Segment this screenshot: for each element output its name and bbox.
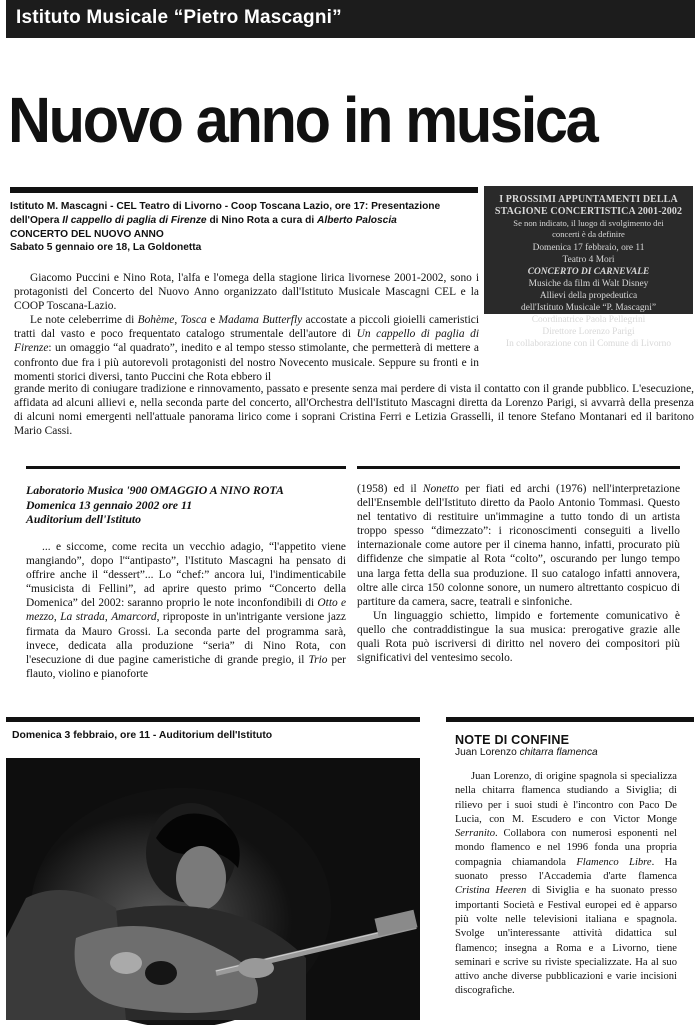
- event-concert: CONCERTO DEL NUOVO ANNO: [10, 228, 164, 240]
- note-title: NOTE DI CONFINE: [455, 733, 570, 747]
- intro-text: [14, 271, 479, 384]
- main-title: Nuovo anno in musica: [8, 84, 597, 156]
- rota-paragraph: Un linguaggio schietto, limpido e fortemente comunicativo è quello che contraddistingue la sua musica: prerogative grazie alle quali Rota può iscriversi di diritto nel novero dei compositori più significativi del ventesimo secolo.: [357, 609, 680, 665]
- note-body: [455, 770, 677, 999]
- rota-heading-line: Auditorium dell'Istituto: [26, 512, 142, 526]
- event-date: Sabato 5 gennaio ore 18, La Goldonetta: [10, 242, 202, 254]
- header-bar: [6, 0, 695, 38]
- bottom-rule: [446, 717, 694, 722]
- appointment-venue: Teatro 4 Mori: [562, 255, 615, 265]
- intro-paragraph: grande merito di coniugare tradizione e rinnovamento, passato e presente senza mai perdere di vista il contatto con il grande pubblico. L'esecuzione, affidata ad alcuni allievi e, nella seconda parte del concerto, all'Orchestra dell'Istituto Mascagni diretta da Lorenzo Parigi, si avvarrà della presenza di alcuni nomi emergenti nell'attuale panorama lirico come i soprani Cristina Ferri e Letizia Grasselli, il tenore Stefano Montanari ed il baritono Mario Cassi.: [14, 383, 694, 438]
- rota-heading-line: Laboratorio Musica '900 OMAGGIO A NINO ROTA: [26, 483, 284, 497]
- guitarist-photo: [6, 758, 420, 1020]
- rota-heading: [26, 483, 346, 527]
- rota-paragraph: ... e siccome, come recita un vecchio adagio, “l'appetito viene mangiando”, dopo l'“antipasto”, l'Istituto Mascagni ha pensato di offrire anche il “dessert”... Lo “chef:” ancora lui, l'indimenticabile “musicista di Fellini”, ad aprire questo primo “Concerto della Domenica” del 2002: saranno proprio le note inconfondibili di Otto e mezzo, La strada, Amarcord, riproposte in un'intrigante versione jazz firmata da Mauro Grossi. La seconda parte del programma sarà, invece, dedicata alla produzione “seria” di Nino Rota, con l'esecuzione di due pagine cameristiche di grande pregio, il Trio per flauto, violino e pianoforte: [26, 541, 347, 680]
- section-rule: [357, 466, 680, 469]
- appointment-date: Domenica 17 febbraio, ore 11: [532, 243, 645, 253]
- event-curator: Alberto Paloscia: [317, 214, 397, 226]
- appointment-line: Allievi della propedeutica: [539, 291, 638, 301]
- intro-paragraph: Giacomo Puccini e Nino Rota, l'alfa e l'omega della stagione lirica livornese 2001-2002, sono i protagonisti del Concerto del Nuovo Anno organizzato dall'Istituto Musicale Mascagni CEL e la COOP Toscana-Lazio.: [14, 272, 479, 313]
- bottom-rule: [6, 717, 420, 722]
- event-line: Istituto M. Mascagni - CEL Teatro di Livorno - Coop Toscana Lazio, ore 17: Presentazione dell'Opera: [10, 201, 441, 226]
- note-subtitle: Juan Lorenzo chitarra flamenca: [455, 747, 598, 758]
- top-rule: [10, 187, 478, 193]
- february-event-line: Domenica 3 febbraio, ore 11 - Auditorium dell'Istituto: [12, 730, 273, 741]
- appointment-line: dell'Istituto Musicale “P. Mascagni”: [521, 303, 656, 313]
- appointment-line: Direttore Lorenzo Parigi: [542, 327, 635, 337]
- appointment-line: Coordinatrice Paola Pellegrini: [531, 315, 646, 325]
- event-opera: Il cappello di paglia di Firenze: [62, 214, 207, 226]
- institute-name: Istituto Musicale “Pietro Mascagni”: [16, 7, 342, 28]
- rota-paragraph: (1958) ed il Nonetto per fiati ed archi (1976) nell'interpretazione dell'Ensemble dell'Istituto diretto da Paolo Antonio Tommasi. Questo nel tentativo di restituire un'immagine a tutto tondo di un artista troppo spesso “dimezzato”: i riconoscimenti conseguiti a livello internazionale come autore per il cinema hanno, infatti, procurato più diffidenze che simpatie al Rota “colto”, oscurando per lungo tempo una larga fetta della sua produzione. Il suo catalogo infatti annovera, oltre alle circa 150 colonne sonore, un numero altrettanto cospicuo di partiture da camera, sacre, teatrali e sinfoniche.: [357, 483, 680, 608]
- appointment-concert: CONCERTO DI CARNEVALE: [527, 267, 650, 277]
- intro-paragraph: Le note celeberrime di Bohème, Tosca e Madama Butterfly accostate a piccoli gioielli cameristici tratti dal vasto e poco frequentato catalogo strumentale dell'autore di Un cappello di paglia di Firenze: un omaggio “al quadrato”, inedito e al tempo stesso stimolante, che permetterà di mettere a confronto due fra i più autorevoli protagonisti del nostro Novecento musicale. Seppure su fronti e in momenti storici diversi, tanto Puccini che Rota ebbero il: [14, 314, 479, 383]
- event-by: di Nino Rota a cura di: [206, 214, 317, 226]
- appointments-box: [484, 186, 693, 349]
- intro-text-continued: [14, 382, 694, 438]
- appointments-title: I PROSSIMI APPUNTAMENTI DELLA STAGIONE CONCERTISTICA 2001-2002: [494, 194, 683, 217]
- section-rule: [26, 466, 346, 469]
- rota-heading-line: Domenica 13 gennaio 2002 ore 11: [26, 497, 193, 512]
- event-info: [10, 200, 478, 255]
- rota-column-right: [357, 482, 680, 665]
- appointment-line: In collaborazione con il Comune di Livorno: [505, 339, 672, 349]
- rota-column-left: [26, 540, 346, 681]
- appointment-line: Musiche da film di Walt Disney: [528, 279, 649, 289]
- appointments-note: Se non indicato, il luogo di svolgimento dei concerti è da definire: [513, 218, 664, 239]
- note-paragraph: Juan Lorenzo, di origine spagnola si specializza nella chitarra flamenca studiando a Siviglia; di rilievo per i suoi studi è l'incontro con Paco De Lucia, con M. Escudero e con Victor Monge Serranito. Collabora con numerosi esponenti nel mondo flamenco e nel 1996 fonda una propria compagnia chiamandola Flamenco Libre. Ha suonato presso l'Accademia d'arte flamenca Cristina Heeren di Siviglia e ha suonato presso importanti Società e Festival europei ed è apparso più volte nelle televisioni italiana e spagnola. Svolge un'interessante attività didattica sul flamenco; insegna a Roma e a Livorno, tiene seminari e scrive su riviste specializzate. Ha al suo attivo anche diverse pubblicazioni e varie incisioni discografiche.: [455, 771, 677, 997]
